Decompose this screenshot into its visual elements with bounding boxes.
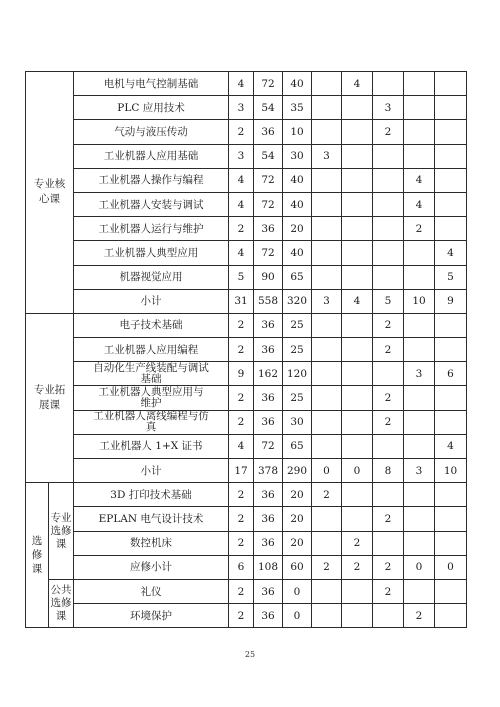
table-row <box>26 168 467 192</box>
table-row <box>26 434 467 458</box>
value-cell <box>404 241 435 265</box>
value-cell <box>312 192 342 216</box>
value-cell: 72 <box>254 434 283 458</box>
value-cell <box>312 531 342 555</box>
value-cell <box>342 507 373 531</box>
value-cell: 3 <box>312 289 342 313</box>
value-cell: 40 <box>283 168 312 192</box>
category-cell: 专业核 心课 <box>26 72 74 314</box>
value-cell: 2 <box>229 579 254 603</box>
value-cell: 2 <box>373 410 404 434</box>
value-cell <box>435 217 467 241</box>
value-cell: 36 <box>254 410 283 434</box>
value-cell: 5 <box>435 265 467 289</box>
value-cell <box>342 120 373 144</box>
value-cell: 4 <box>229 192 254 216</box>
value-cell: 320 <box>283 289 312 313</box>
value-cell: 10 <box>283 120 312 144</box>
value-cell <box>435 579 467 603</box>
course-name-cell: 工业机器人离线编程与仿 真 <box>74 410 229 434</box>
course-name-cell: 小计 <box>74 459 229 483</box>
value-cell: 2 <box>229 604 254 628</box>
subtotal-row <box>26 555 467 579</box>
value-cell: 2 <box>312 555 342 579</box>
value-cell <box>435 531 467 555</box>
value-cell: 6 <box>435 362 467 386</box>
value-cell: 20 <box>283 217 312 241</box>
value-cell: 2 <box>229 410 254 434</box>
course-name-cell: 应修小计 <box>74 555 229 579</box>
value-cell <box>342 338 373 362</box>
value-cell: 0 <box>312 459 342 483</box>
value-cell: 2 <box>404 217 435 241</box>
value-cell <box>312 241 342 265</box>
value-cell: 120 <box>283 362 312 386</box>
value-cell: 2 <box>373 507 404 531</box>
value-cell: 2 <box>342 555 373 579</box>
value-cell <box>312 265 342 289</box>
subcategory-cell: 专业 选修 课 <box>49 483 74 580</box>
table-row <box>26 579 467 603</box>
value-cell: 2 <box>342 531 373 555</box>
value-cell: 72 <box>254 168 283 192</box>
value-cell <box>312 72 342 96</box>
value-cell: 17 <box>229 459 254 483</box>
value-cell: 35 <box>283 96 312 120</box>
table-row <box>26 483 467 507</box>
value-cell <box>435 410 467 434</box>
course-name-cell: 礼仪 <box>74 579 229 603</box>
value-cell <box>373 217 404 241</box>
table-row <box>26 265 467 289</box>
value-cell <box>342 362 373 386</box>
value-cell <box>435 96 467 120</box>
table-row <box>26 241 467 265</box>
value-cell: 2 <box>404 604 435 628</box>
value-cell <box>435 144 467 168</box>
course-name-cell: 环境保护 <box>74 604 229 628</box>
course-name-cell: 工业机器人应用基础 <box>74 144 229 168</box>
value-cell: 3 <box>229 96 254 120</box>
value-cell: 40 <box>283 72 312 96</box>
value-cell <box>342 410 373 434</box>
value-cell <box>435 338 467 362</box>
course-name-cell: 机器视觉应用 <box>74 265 229 289</box>
course-name-cell: 气动与液压传动 <box>74 120 229 144</box>
value-cell <box>404 531 435 555</box>
course-name-cell: 工业机器人 1+X 证书 <box>74 434 229 458</box>
course-name-cell: 自动化生产线装配与调试 基础 <box>74 362 229 386</box>
value-cell: 36 <box>254 386 283 410</box>
value-cell: 2 <box>229 507 254 531</box>
value-cell <box>373 604 404 628</box>
table-row <box>26 313 467 337</box>
value-cell <box>404 120 435 144</box>
value-cell: 378 <box>254 459 283 483</box>
table-row <box>26 507 467 531</box>
table-row <box>26 144 467 168</box>
value-cell <box>312 217 342 241</box>
value-cell: 72 <box>254 72 283 96</box>
value-cell: 3 <box>229 144 254 168</box>
value-cell <box>342 217 373 241</box>
value-cell <box>435 192 467 216</box>
value-cell <box>404 265 435 289</box>
value-cell <box>404 386 435 410</box>
value-cell: 3 <box>404 459 435 483</box>
value-cell: 4 <box>435 434 467 458</box>
course-name-cell: EPLAN 电气设计技术 <box>74 507 229 531</box>
value-cell <box>373 241 404 265</box>
value-cell: 2 <box>373 579 404 603</box>
value-cell <box>342 483 373 507</box>
subcategory-cell: 公共 选修 课 <box>49 579 74 627</box>
value-cell: 36 <box>254 507 283 531</box>
course-name-cell: 电机与电气控制基础 <box>74 72 229 96</box>
value-cell <box>342 96 373 120</box>
value-cell <box>312 604 342 628</box>
table-row <box>26 531 467 555</box>
value-cell <box>404 410 435 434</box>
value-cell: 31 <box>229 289 254 313</box>
value-cell <box>435 120 467 144</box>
value-cell: 40 <box>283 192 312 216</box>
value-cell: 2 <box>229 338 254 362</box>
value-cell: 290 <box>283 459 312 483</box>
value-cell: 72 <box>254 241 283 265</box>
value-cell <box>404 313 435 337</box>
course-name-cell: 工业机器人应用编程 <box>74 338 229 362</box>
value-cell: 4 <box>404 192 435 216</box>
value-cell: 2 <box>229 120 254 144</box>
value-cell <box>404 579 435 603</box>
value-cell <box>435 313 467 337</box>
value-cell: 0 <box>435 555 467 579</box>
value-cell: 4 <box>229 72 254 96</box>
course-name-cell: 工业机器人操作与编程 <box>74 168 229 192</box>
value-cell: 6 <box>229 555 254 579</box>
table-row <box>26 604 467 628</box>
value-cell: 5 <box>373 289 404 313</box>
value-cell <box>342 386 373 410</box>
value-cell: 2 <box>373 120 404 144</box>
value-cell: 0 <box>342 459 373 483</box>
value-cell: 4 <box>229 241 254 265</box>
table-row <box>26 96 467 120</box>
value-cell <box>342 434 373 458</box>
value-cell: 25 <box>283 386 312 410</box>
value-cell <box>404 72 435 96</box>
value-cell: 30 <box>283 410 312 434</box>
value-cell <box>342 192 373 216</box>
value-cell <box>342 579 373 603</box>
value-cell: 2 <box>229 483 254 507</box>
value-cell: 162 <box>254 362 283 386</box>
value-cell: 10 <box>435 459 467 483</box>
value-cell <box>312 434 342 458</box>
value-cell <box>404 338 435 362</box>
value-cell: 4 <box>342 289 373 313</box>
value-cell <box>342 313 373 337</box>
value-cell: 558 <box>254 289 283 313</box>
value-cell: 2 <box>229 217 254 241</box>
value-cell: 2 <box>229 531 254 555</box>
course-name-cell: 小计 <box>74 289 229 313</box>
course-name-cell: 工业机器人安装与调试 <box>74 192 229 216</box>
value-cell: 2 <box>373 313 404 337</box>
value-cell <box>312 410 342 434</box>
value-cell: 36 <box>254 604 283 628</box>
value-cell: 36 <box>254 531 283 555</box>
table-row <box>26 192 467 216</box>
value-cell: 2 <box>373 555 404 579</box>
value-cell <box>373 531 404 555</box>
subtotal-row <box>26 459 467 483</box>
value-cell: 2 <box>229 386 254 410</box>
value-cell: 36 <box>254 120 283 144</box>
value-cell: 65 <box>283 265 312 289</box>
value-cell <box>435 168 467 192</box>
course-name-cell: 电子技术基础 <box>74 313 229 337</box>
value-cell <box>373 192 404 216</box>
value-cell: 25 <box>283 338 312 362</box>
value-cell: 4 <box>404 168 435 192</box>
value-cell <box>312 386 342 410</box>
category-cell: 选 修 课 <box>26 483 49 628</box>
course-name-cell: PLC 应用技术 <box>74 96 229 120</box>
value-cell: 36 <box>254 483 283 507</box>
value-cell <box>435 483 467 507</box>
value-cell <box>312 507 342 531</box>
value-cell <box>435 507 467 531</box>
value-cell <box>373 362 404 386</box>
value-cell: 10 <box>404 289 435 313</box>
value-cell: 60 <box>283 555 312 579</box>
value-cell <box>342 144 373 168</box>
value-cell <box>373 265 404 289</box>
value-cell <box>342 604 373 628</box>
course-name-cell: 3D 打印技术基础 <box>74 483 229 507</box>
value-cell: 9 <box>435 289 467 313</box>
table-row <box>26 362 467 386</box>
value-cell: 65 <box>283 434 312 458</box>
value-cell: 20 <box>283 483 312 507</box>
value-cell: 4 <box>229 434 254 458</box>
curriculum-table <box>25 71 467 628</box>
value-cell: 36 <box>254 313 283 337</box>
value-cell <box>373 144 404 168</box>
value-cell: 36 <box>254 579 283 603</box>
value-cell <box>404 507 435 531</box>
value-cell: 4 <box>342 72 373 96</box>
value-cell: 36 <box>254 338 283 362</box>
table-row <box>26 386 467 410</box>
value-cell: 0 <box>404 555 435 579</box>
value-cell: 54 <box>254 144 283 168</box>
value-cell <box>312 120 342 144</box>
value-cell <box>404 483 435 507</box>
value-cell: 9 <box>229 362 254 386</box>
value-cell: 40 <box>283 241 312 265</box>
value-cell <box>312 96 342 120</box>
value-cell: 25 <box>283 313 312 337</box>
value-cell: 108 <box>254 555 283 579</box>
value-cell: 2 <box>312 483 342 507</box>
value-cell: 36 <box>254 217 283 241</box>
value-cell <box>342 265 373 289</box>
value-cell <box>312 579 342 603</box>
value-cell <box>404 144 435 168</box>
value-cell: 30 <box>283 144 312 168</box>
category-cell: 专业拓 展课 <box>26 313 74 482</box>
value-cell <box>312 168 342 192</box>
value-cell <box>404 96 435 120</box>
table-row <box>26 72 467 96</box>
value-cell <box>373 434 404 458</box>
value-cell: 20 <box>283 507 312 531</box>
value-cell <box>435 386 467 410</box>
value-cell: 3 <box>373 96 404 120</box>
value-cell: 20 <box>283 531 312 555</box>
value-cell: 2 <box>373 386 404 410</box>
value-cell: 54 <box>254 96 283 120</box>
table-row <box>26 410 467 434</box>
value-cell <box>312 338 342 362</box>
value-cell: 3 <box>404 362 435 386</box>
value-cell <box>373 72 404 96</box>
value-cell <box>312 362 342 386</box>
value-cell <box>404 434 435 458</box>
value-cell: 5 <box>229 265 254 289</box>
value-cell: 2 <box>229 313 254 337</box>
course-name-cell: 工业机器人运行与维护 <box>74 217 229 241</box>
value-cell: 3 <box>312 144 342 168</box>
course-name-cell: 工业机器人典型应用 <box>74 241 229 265</box>
value-cell <box>373 483 404 507</box>
course-name-cell: 工业机器人典型应用与 维护 <box>74 386 229 410</box>
value-cell <box>435 72 467 96</box>
value-cell <box>342 241 373 265</box>
value-cell: 2 <box>373 338 404 362</box>
table-row <box>26 338 467 362</box>
value-cell: 72 <box>254 192 283 216</box>
course-name-cell: 数控机床 <box>74 531 229 555</box>
table-row <box>26 217 467 241</box>
value-cell <box>342 168 373 192</box>
value-cell: 4 <box>435 241 467 265</box>
value-cell <box>373 168 404 192</box>
value-cell <box>435 604 467 628</box>
value-cell <box>312 313 342 337</box>
value-cell: 90 <box>254 265 283 289</box>
value-cell: 0 <box>283 604 312 628</box>
value-cell: 0 <box>283 579 312 603</box>
table-row <box>26 120 467 144</box>
value-cell: 8 <box>373 459 404 483</box>
subtotal-row <box>26 289 467 313</box>
value-cell: 4 <box>229 168 254 192</box>
page-number: 25 <box>244 650 256 659</box>
